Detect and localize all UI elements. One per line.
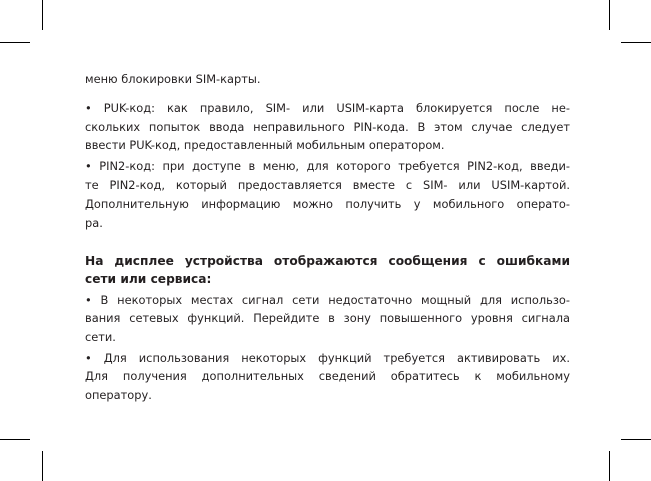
text-line-pin2-bullet: • PIN2-код: при доступе в меню, для которого требуется PIN2-код, введи-	[85, 159, 570, 173]
crop-mark-bottom-left-vertical	[42, 451, 43, 481]
text-line-activation-bullet: • Для использования некоторых функций требуется активировать их.	[85, 351, 570, 365]
text-line-pin2-cont-2: Дополнительную информацию можно получить у мобильного операто-	[85, 197, 570, 211]
text-line-pin2-cont-1: те PIN2-код, который предоставляется вместе с SIM- или USIM-картой.	[85, 178, 570, 192]
text-line-weak-signal-cont-1: вания сетевых функций. Перейдите в зону повышенного уровня сигнала	[85, 311, 570, 325]
crop-mark-top-right-vertical	[609, 0, 610, 30]
crop-mark-bottom-right-horizontal	[621, 439, 651, 440]
crop-mark-top-left-vertical	[42, 0, 43, 30]
text-line-puk-cont-2: ввести PUK-код, предоставленный мобильным оператором.	[85, 138, 445, 152]
crop-mark-bottom-left-horizontal	[0, 439, 30, 440]
section-heading-network-errors: На дисплее устройства отображаются сообщения с ошибками	[85, 254, 570, 268]
text-line-weak-signal-bullet: • В некоторых местах сигнал сети недостаточно мощный для использо-	[85, 293, 570, 307]
crop-mark-top-right-horizontal	[621, 42, 651, 43]
text-line-activation-cont-2: оператору.	[85, 388, 152, 402]
text-line-weak-signal-cont-2: сети.	[85, 330, 116, 344]
crop-mark-bottom-right-vertical	[609, 451, 610, 481]
text-line-sim-lock-intro: меню блокировки SIM-карты.	[85, 72, 261, 86]
text-line-puk-cont-1: скольких попыток ввода неправильного PIN-кода. В этом случае следует	[85, 120, 570, 134]
text-line-activation-cont-1: Для получения дополнительных сведений обратитесь к мобильному	[85, 369, 570, 383]
text-line-puk-bullet: • PUK-код: как правило, SIM- или USIM-карта блокируется после не-	[85, 101, 570, 115]
section-heading-network-errors-cont: сети или сервиса:	[85, 272, 212, 286]
text-line-pin2-cont-3: ра.	[85, 216, 103, 230]
crop-mark-top-left-horizontal	[0, 42, 30, 43]
